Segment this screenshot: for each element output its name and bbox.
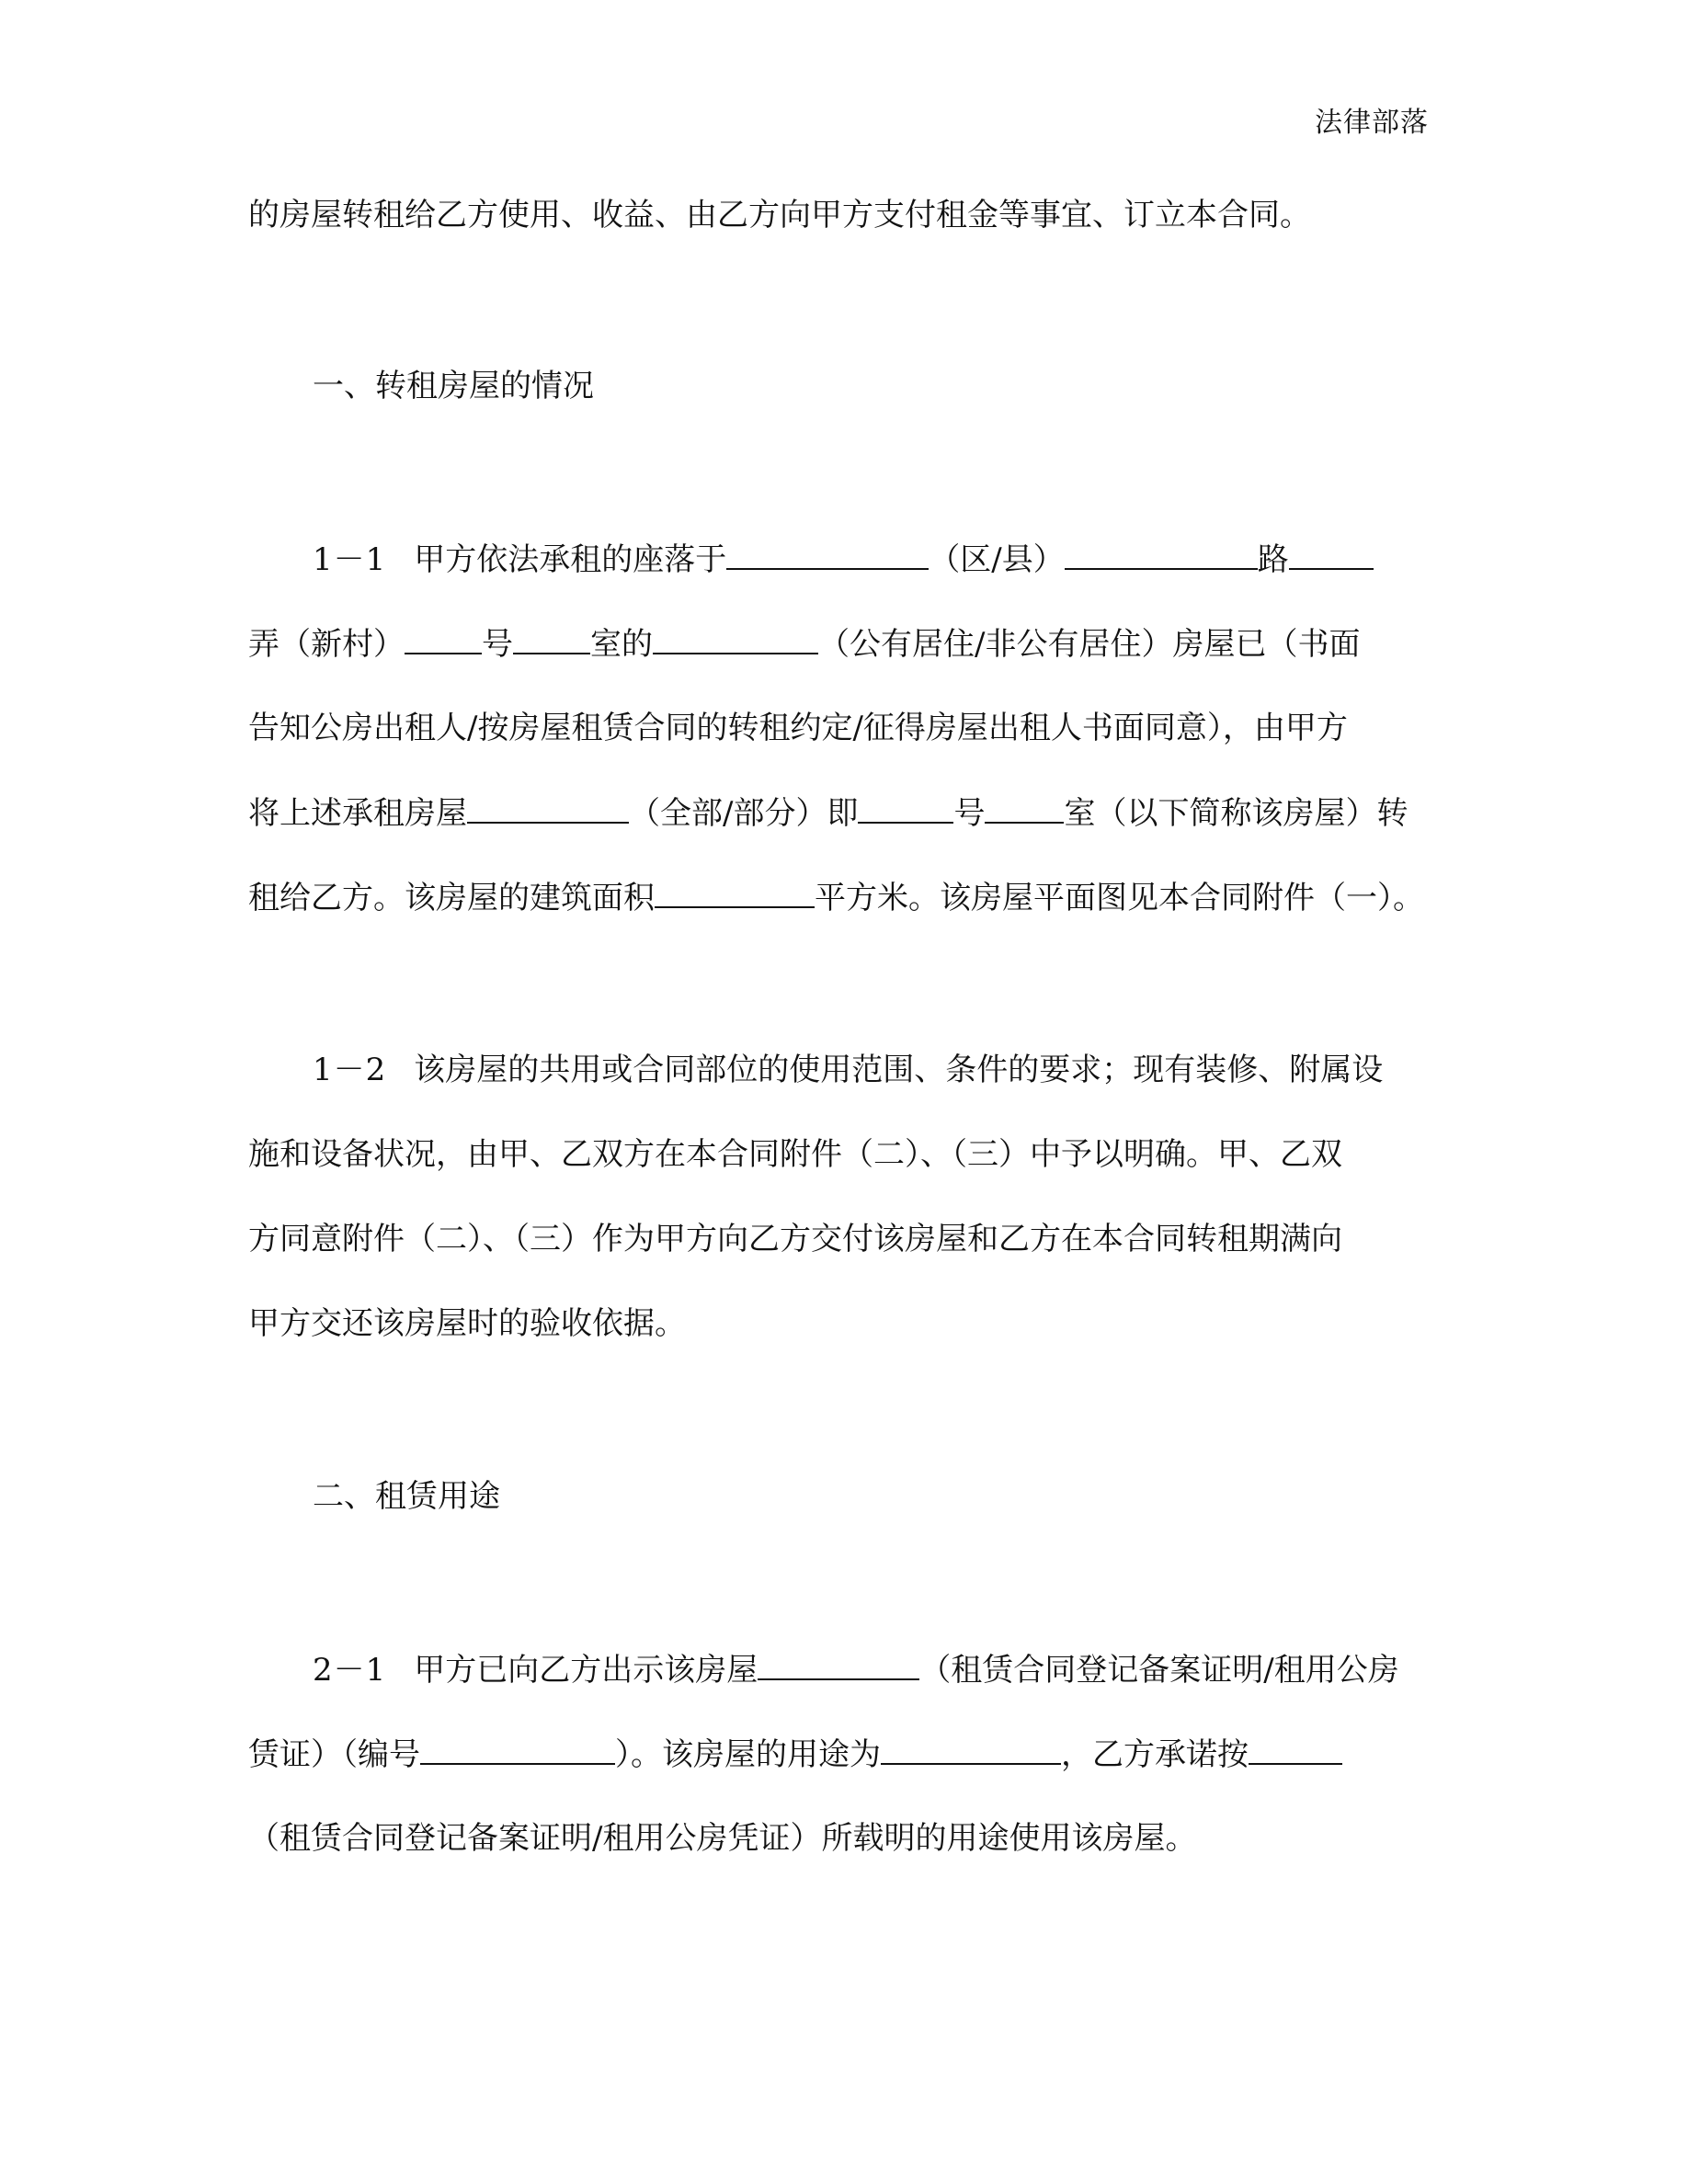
clause-1-1-line-1 xyxy=(248,537,1434,582)
clause-text: 该房屋的共用或合同部位的使用范围、条件的要求；现有装修、附属设 xyxy=(414,1052,1384,1088)
district-blank[interactable] xyxy=(726,537,929,570)
clause-2-1-line-3 xyxy=(248,1816,1434,1860)
certificate-type-blank[interactable] xyxy=(758,1647,919,1680)
clause-1-2-line-3 xyxy=(248,1217,1434,1261)
sublet-number-blank[interactable] xyxy=(858,791,953,824)
clause-text: 弄（新村） xyxy=(248,626,405,663)
clause-text: 平方米。该房屋平面图见本合同附件（一）。 xyxy=(815,880,1424,916)
clause-text: 告知公房出租人/按房屋租赁合同的转租约定/征得房屋出租人书面同意），由甲方 xyxy=(248,710,1348,746)
clause-1-2-line-4 xyxy=(248,1302,1434,1346)
lane-blank[interactable] xyxy=(1289,537,1374,570)
clause-text: 甲方依法承租的座落于 xyxy=(414,541,727,578)
clause-text: ）。该房屋的用途为 xyxy=(615,1736,881,1773)
clause-2-1-number: 2－1 xyxy=(313,1652,387,1689)
clause-2-1-line-2 xyxy=(248,1732,1434,1777)
section-heading-1 xyxy=(248,364,1434,408)
road-blank[interactable] xyxy=(1065,537,1258,570)
clause-text: （区/县） xyxy=(929,541,1065,578)
commitment-blank[interactable] xyxy=(1249,1732,1342,1765)
clause-text: 室的 xyxy=(590,626,653,663)
section-heading-2 xyxy=(248,1474,1434,1519)
clause-text: 甲方已向乙方出示该房屋 xyxy=(414,1652,758,1689)
intro-paragraph xyxy=(248,193,1434,237)
clause-text: 赁证）（编号 xyxy=(248,1736,420,1773)
sublet-room-blank[interactable] xyxy=(985,791,1064,824)
usage-blank[interactable] xyxy=(881,1732,1061,1765)
clause-1-1-number: 1－1 xyxy=(313,541,387,578)
housing-type-blank[interactable] xyxy=(653,621,818,654)
header-tag: 法律部落 xyxy=(1315,107,1429,139)
clause-1-1-line-4 xyxy=(248,791,1434,836)
clause-text: （租赁合同登记备案证明/租用公房 xyxy=(919,1652,1399,1689)
building-number-blank[interactable] xyxy=(405,621,482,654)
area-blank[interactable] xyxy=(655,875,815,908)
clause-1-2-number: 1－2 xyxy=(313,1052,387,1088)
clause-1-1-line-3 xyxy=(248,706,1434,750)
clause-text: （公有居住/非公有居住）房屋已（书面 xyxy=(818,626,1361,663)
clause-2-1-line-1 xyxy=(248,1647,1434,1692)
clause-text: （租赁合同登记备案证明/租用公房凭证）所载明的用途使用该房屋。 xyxy=(248,1820,1197,1857)
clause-text: 方同意附件（二）、（三）作为甲方向乙方交付该房屋和乙方在本合同转租期满向 xyxy=(248,1221,1342,1257)
clause-text: 租给乙方。该房屋的建筑面积 xyxy=(248,880,655,916)
section-2-title: 二、租赁用途 xyxy=(313,1478,500,1515)
clause-1-1-line-5 xyxy=(248,875,1434,920)
clause-text: 路 xyxy=(1257,541,1289,578)
intro-text: 的房屋转租给乙方使用、收益、由乙方向甲方支付租金等事宜、订立本合同。 xyxy=(248,197,1311,233)
scope-blank[interactable] xyxy=(467,791,629,824)
clause-1-1-line-2 xyxy=(248,621,1434,666)
room-number-blank[interactable] xyxy=(513,621,590,654)
clause-text: ，乙方承诺按 xyxy=(1061,1736,1249,1773)
clause-text: 施和设备状况，由甲、乙双方在本合同附件（二）、（三）中予以明确。甲、乙双 xyxy=(248,1136,1342,1173)
clause-text: 号 xyxy=(482,626,513,663)
clause-text: 室（以下简称该房屋）转 xyxy=(1064,795,1409,832)
clause-text: 号 xyxy=(953,795,986,832)
section-1-title: 一、转租房屋的情况 xyxy=(313,368,594,404)
clause-text: （全部/部分）即 xyxy=(629,795,859,832)
certificate-number-blank[interactable] xyxy=(420,1732,615,1765)
clause-1-2-line-2 xyxy=(248,1132,1434,1177)
clause-text: 甲方交还该房屋时的验收依据。 xyxy=(248,1305,686,1342)
clause-1-2-line-1 xyxy=(248,1048,1434,1092)
clause-text: 将上述承租房屋 xyxy=(248,795,467,832)
